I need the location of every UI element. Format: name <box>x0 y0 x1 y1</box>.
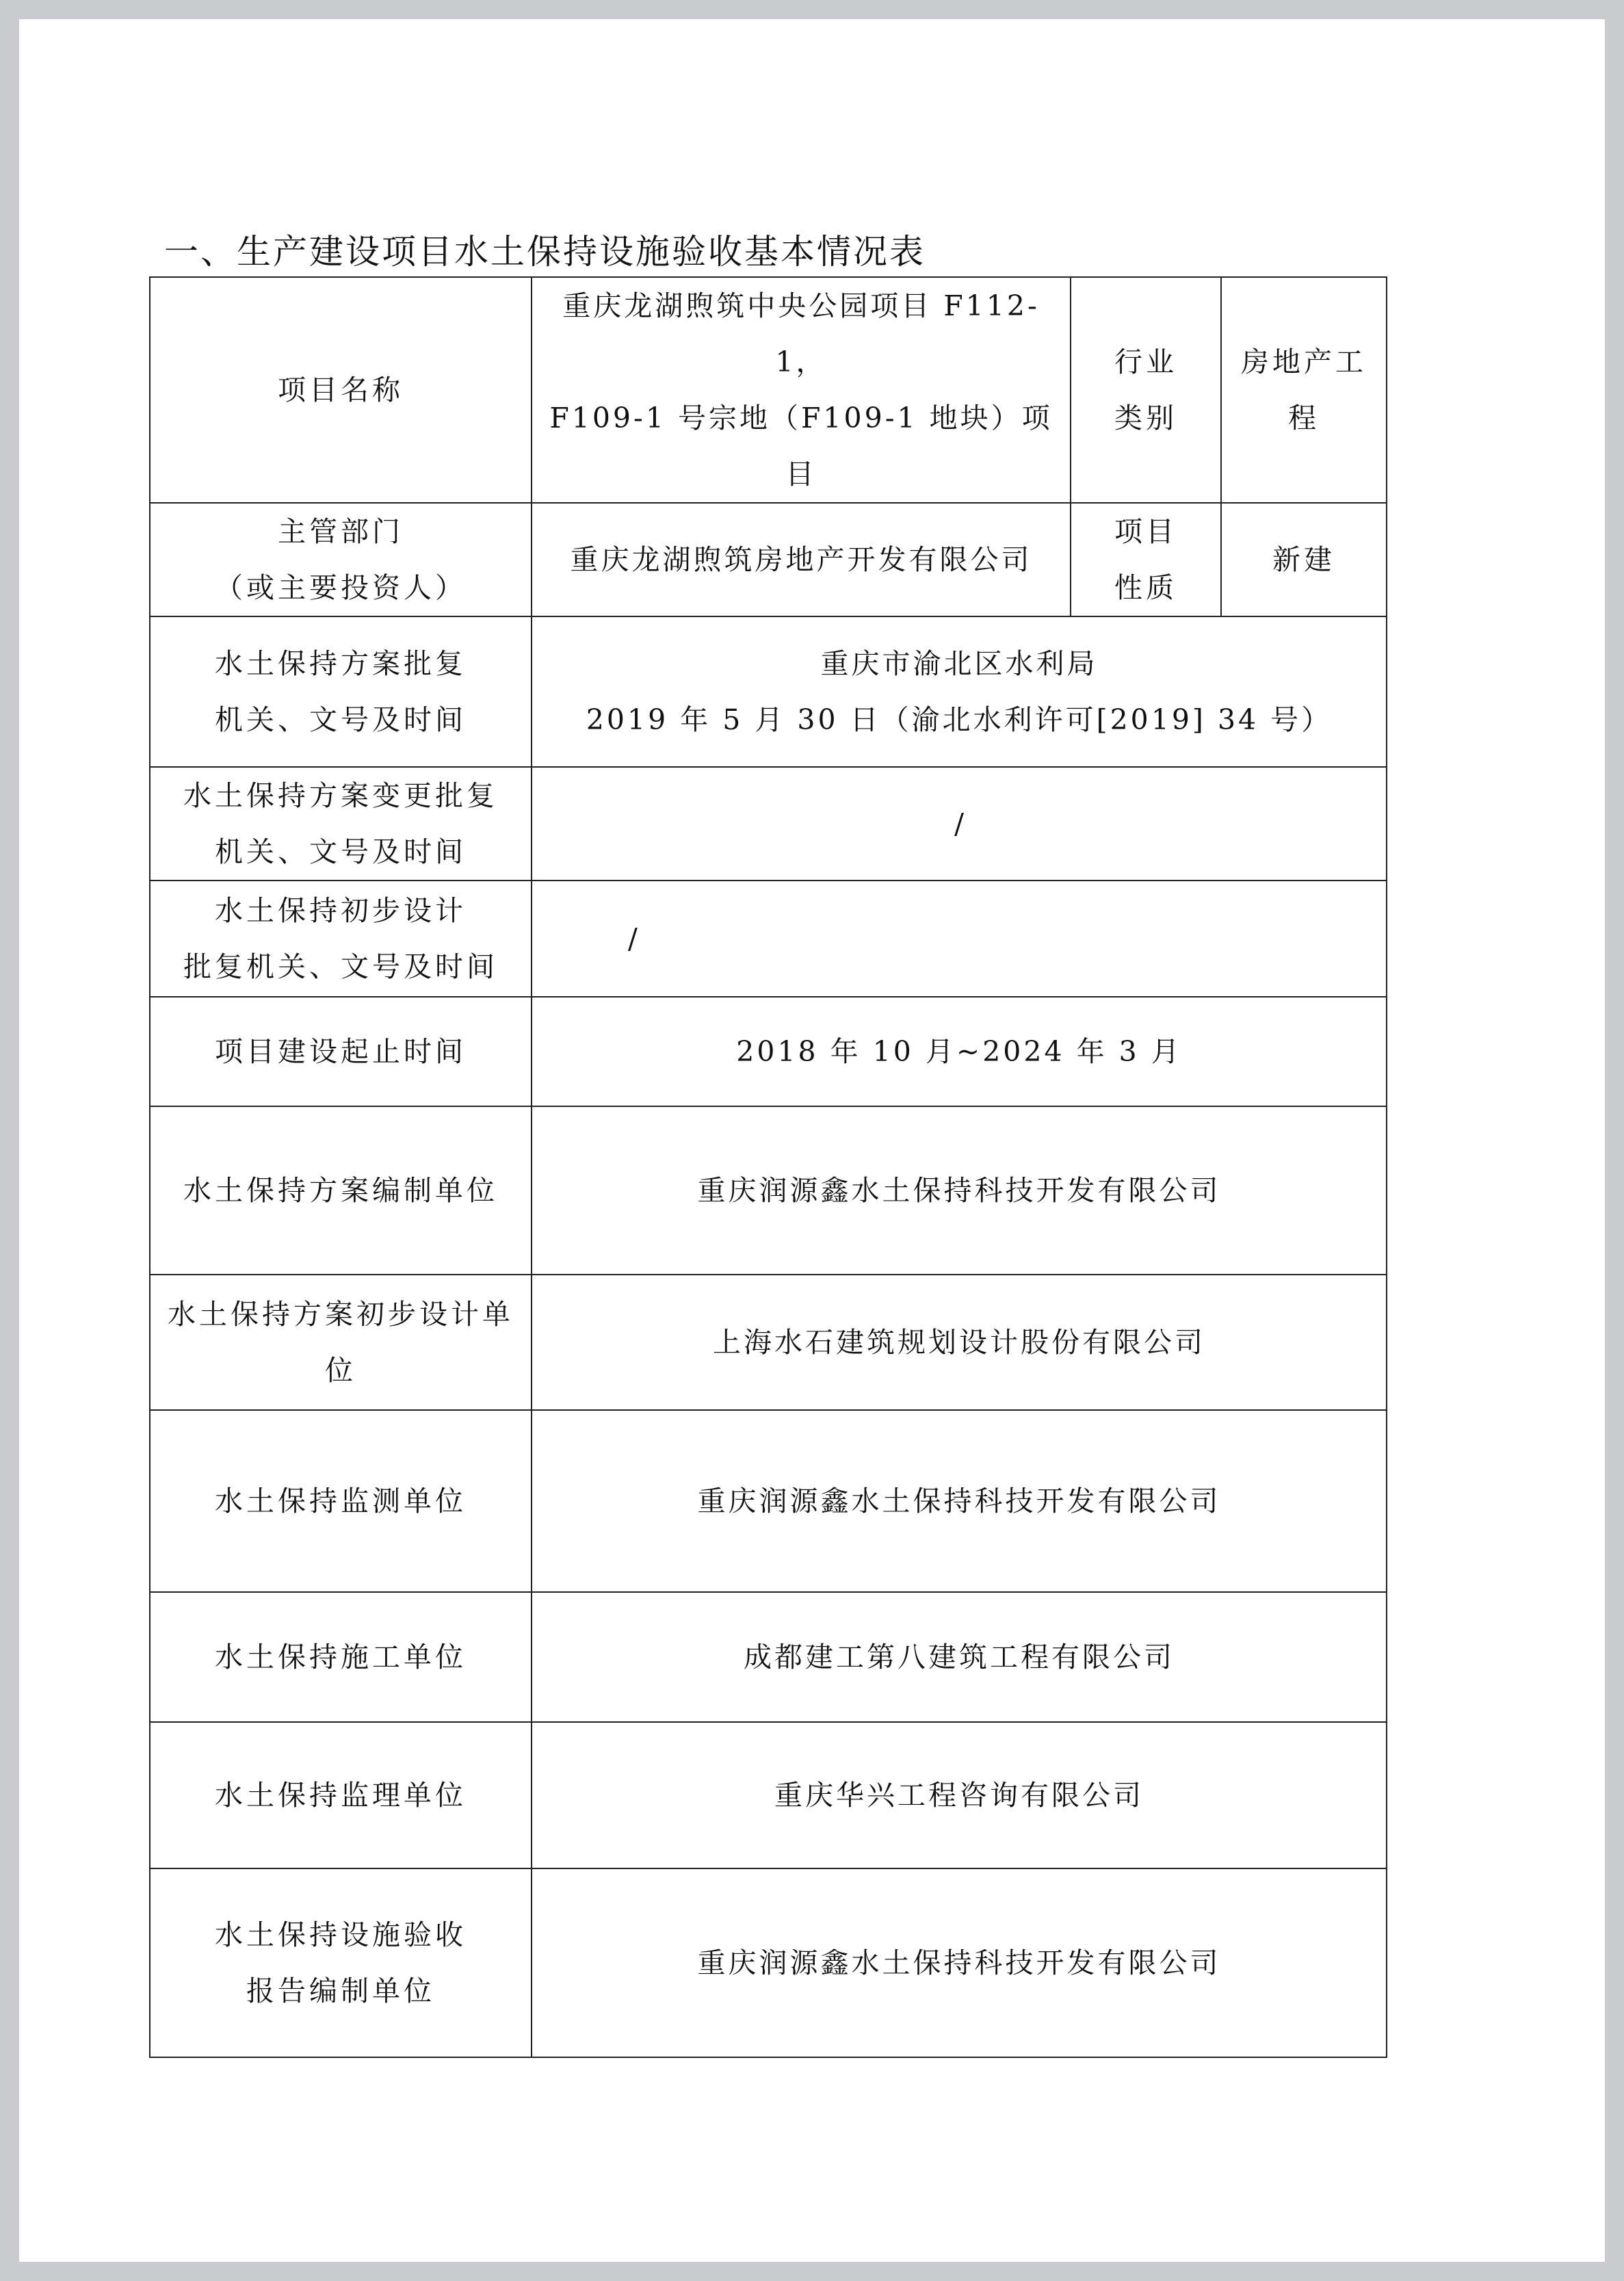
acceptance-info-table <box>149 276 1387 2058</box>
table-row <box>150 277 1387 503</box>
table-row <box>150 997 1387 1106</box>
industry-category-label: 行业 类别 <box>1071 277 1221 503</box>
project-name-value: 重庆龙湖煦筑中央公园项目 F112-1， F109-1 号宗地（F109-1 地块）项目 <box>532 277 1071 503</box>
construction-unit-value: 成都建工第八建筑工程有限公司 <box>532 1592 1387 1722</box>
supervision-unit-label: 水土保持监理单位 <box>150 1722 532 1868</box>
preliminary-designer-label: 水土保持方案初步设计单 位 <box>150 1275 532 1410</box>
project-nature-value: 新建 <box>1221 503 1387 616</box>
table-row <box>150 1592 1387 1722</box>
project-nature-label: 项目 性质 <box>1071 503 1221 616</box>
authority-value: 重庆龙湖煦筑房地产开发有限公司 <box>532 503 1071 616</box>
plan-compiler-value: 重庆润源鑫水土保持科技开发有限公司 <box>532 1106 1387 1275</box>
monitoring-unit-value: 重庆润源鑫水土保持科技开发有限公司 <box>532 1410 1387 1592</box>
preliminary-design-approval-label: 水土保持初步设计 批复机关、文号及时间 <box>150 881 532 997</box>
plan-change-approval-value: / <box>532 767 1387 881</box>
document-page <box>19 19 1605 2262</box>
preliminary-design-approval-value: / <box>532 881 1387 997</box>
construction-period-value: 2018 年 10 月~2024 年 3 月 <box>532 997 1387 1106</box>
construction-period-label: 项目建设起止时间 <box>150 997 532 1106</box>
project-name-label: 项目名称 <box>150 277 532 503</box>
construction-unit-label: 水土保持施工单位 <box>150 1592 532 1722</box>
table-row <box>150 1275 1387 1410</box>
table-row <box>150 767 1387 881</box>
table-row <box>150 881 1387 997</box>
plan-compiler-label: 水土保持方案编制单位 <box>150 1106 532 1275</box>
supervision-unit-value: 重庆华兴工程咨询有限公司 <box>532 1722 1387 1868</box>
acceptance-report-compiler-label: 水土保持设施验收 报告编制单位 <box>150 1868 532 2057</box>
plan-approval-label: 水土保持方案批复 机关、文号及时间 <box>150 616 532 767</box>
table-row <box>150 1722 1387 1868</box>
acceptance-report-compiler-value: 重庆润源鑫水土保持科技开发有限公司 <box>532 1868 1387 2057</box>
table-row <box>150 1868 1387 2057</box>
table-row <box>150 1106 1387 1275</box>
table-row <box>150 1410 1387 1592</box>
authority-label: 主管部门 （或主要投资人） <box>150 503 532 616</box>
industry-category-value: 房地产工 程 <box>1221 277 1387 503</box>
plan-change-approval-label: 水土保持方案变更批复 机关、文号及时间 <box>150 767 532 881</box>
monitoring-unit-label: 水土保持监测单位 <box>150 1410 532 1592</box>
table-row <box>150 616 1387 767</box>
section-heading: 一、生产建设项目水土保持设施验收基本情况表 <box>164 232 926 272</box>
table-row <box>150 503 1387 616</box>
plan-approval-value: 重庆市渝北区水利局 2019 年 5 月 30 日（渝北水利许可[2019] 34 号） <box>532 616 1387 767</box>
preliminary-designer-value: 上海水石建筑规划设计股份有限公司 <box>532 1275 1387 1410</box>
